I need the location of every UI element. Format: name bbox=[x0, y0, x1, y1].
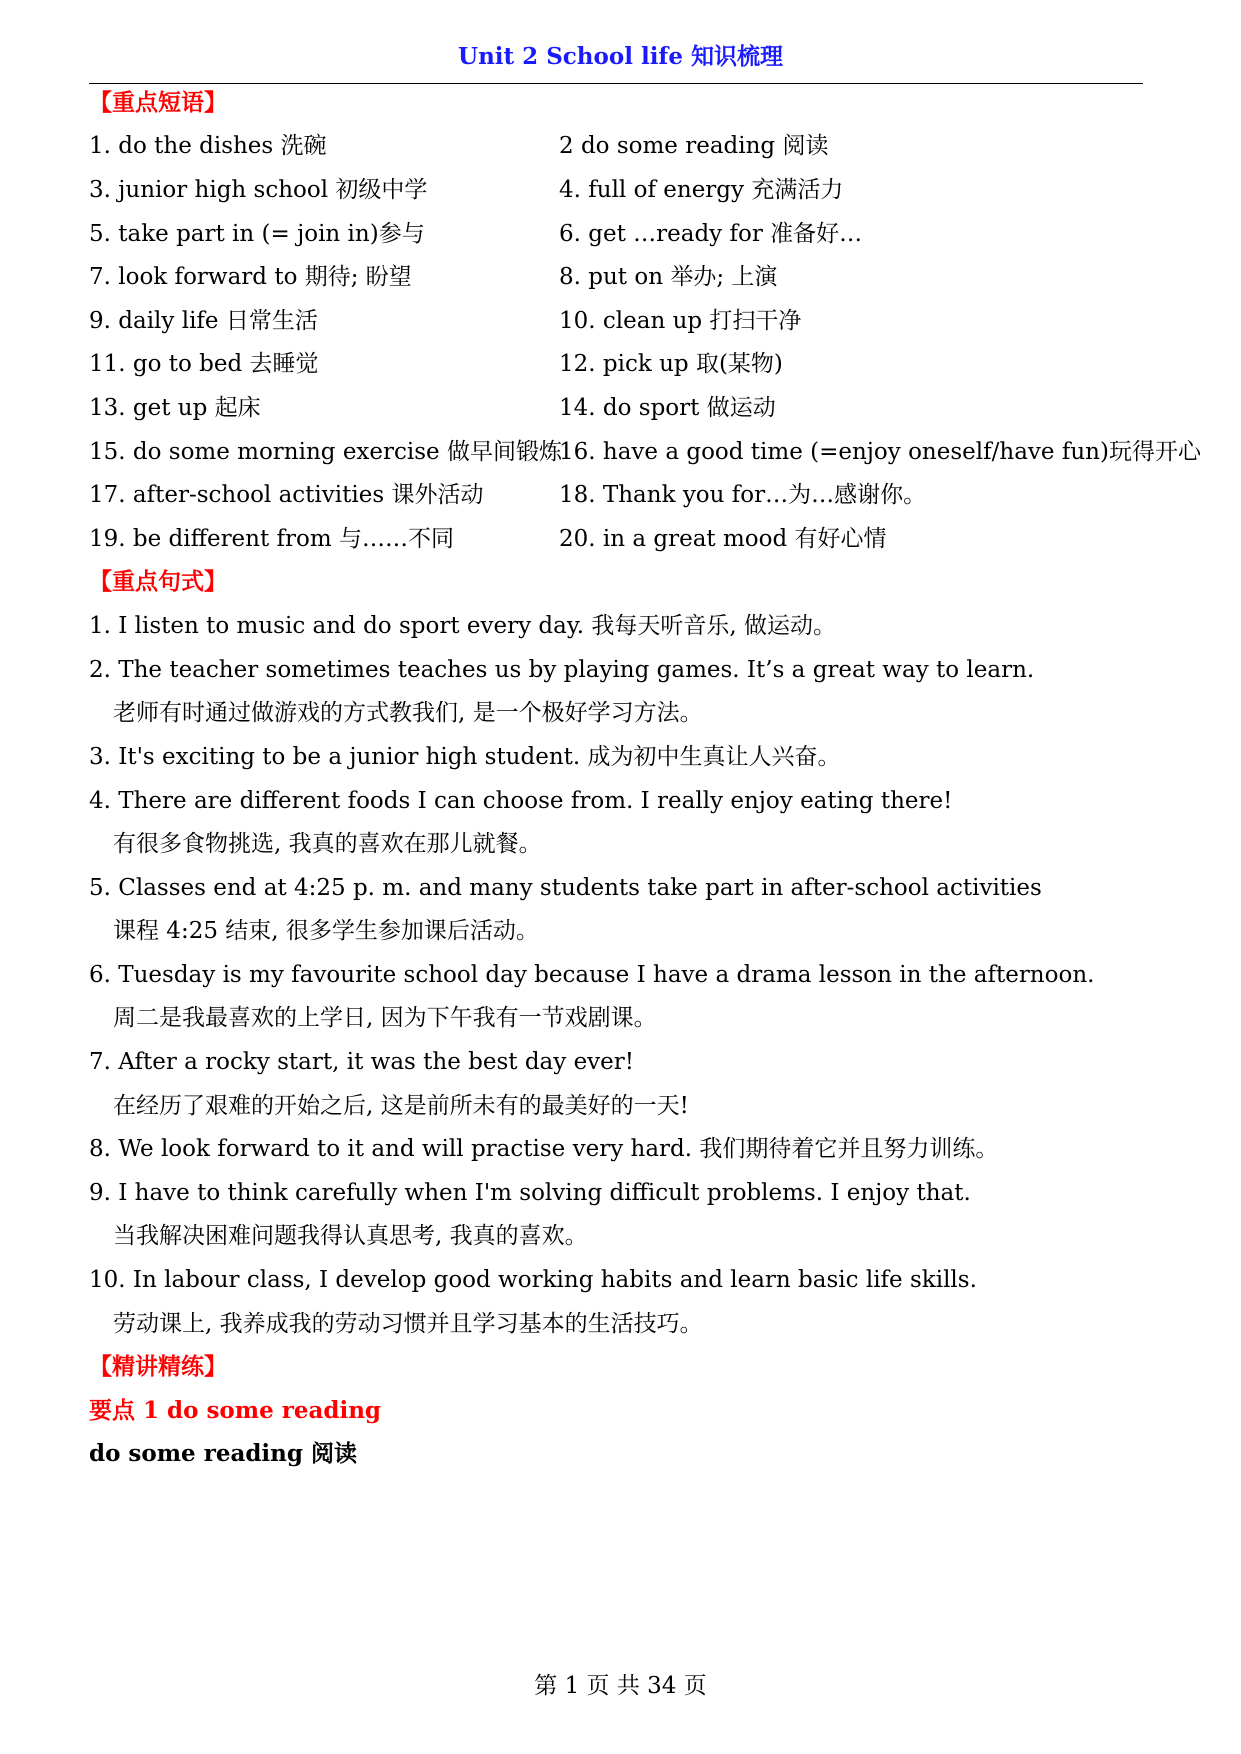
practice-section-title: 【精讲精练】 bbox=[89, 1353, 227, 1380]
sentence-en: 4. There are different foods I can choose from. I really enjoy eating there! bbox=[89, 788, 953, 814]
sentence-zh: 劳动课上, 我养成我的劳动习惯并且学习基本的生活技巧。 bbox=[113, 1311, 703, 1337]
sentence-en: 1. I listen to music and do sport every day. 我每天听音乐, 做运动。 bbox=[89, 613, 837, 639]
page-number-footer: 第 1 页 共 34 页 bbox=[534, 1673, 707, 1699]
sentence-en: 3. It's exciting to be a junior high student. 成为初中生真让人兴奋。 bbox=[89, 744, 841, 770]
phrase-item: 20. in a great mood 有好心情 bbox=[559, 526, 887, 552]
sentence-zh: 课程 4:25 结束, 很多学生参加课后活动。 bbox=[113, 918, 539, 944]
key-point-title: 要点 1 do some reading bbox=[89, 1397, 381, 1424]
phrases-section-title: 【重点短语】 bbox=[89, 89, 227, 116]
page-header-title: Unit 2 School life 知识梳理 bbox=[458, 43, 783, 70]
sentence-en: 10. In labour class, I develop good working habits and learn basic life skills. bbox=[89, 1267, 977, 1293]
phrase-item: 10. clean up 打扫干净 bbox=[559, 308, 802, 334]
phrase-item: 4. full of energy 充满活力 bbox=[559, 177, 844, 203]
phrase-item: 11. go to bed 去睡觉 bbox=[89, 351, 319, 377]
phrase-item: 14. do sport 做运动 bbox=[559, 395, 776, 421]
phrase-item: 7. look forward to 期待; 盼望 bbox=[89, 264, 412, 290]
phrase-item: 16. have a good time (=enjoy oneself/have fun)玩得开心 bbox=[559, 439, 1201, 465]
phrase-item: 5. take part in (= join in)参与 bbox=[89, 221, 425, 247]
sentence-zh: 老师有时通过做游戏的方式教我们, 是一个极好学习方法。 bbox=[113, 700, 703, 726]
key-point-line: do some reading 阅读 bbox=[89, 1440, 357, 1467]
phrase-item: 3. junior high school 初级中学 bbox=[89, 177, 428, 203]
header-divider bbox=[89, 83, 1143, 84]
phrase-item: 1. do the dishes 洗碗 bbox=[89, 133, 327, 159]
phrase-item: 13. get up 起床 bbox=[89, 395, 261, 421]
sentence-zh: 在经历了艰难的开始之后, 这是前所未有的最美好的一天! bbox=[113, 1093, 689, 1119]
sentence-en: 9. I have to think carefully when I'm solving difficult problems. I enjoy that. bbox=[89, 1180, 971, 1206]
sentence-en: 2. The teacher sometimes teaches us by playing games. It’s a great way to learn. bbox=[89, 657, 1035, 683]
sentence-zh: 有很多食物挑选, 我真的喜欢在那儿就餐。 bbox=[113, 831, 542, 857]
sentence-zh: 当我解决困难问题我得认真思考, 我真的喜欢。 bbox=[113, 1223, 588, 1249]
phrase-item: 9. daily life 日常生活 bbox=[89, 308, 318, 334]
phrase-item: 17. after-school activities 课外活动 bbox=[89, 482, 484, 508]
phrase-item: 8. put on 举办; 上演 bbox=[559, 264, 778, 290]
phrase-item: 15. do some morning exercise 做早间锻炼 bbox=[89, 439, 562, 465]
phrase-item: 6. get …ready for 准备好… bbox=[559, 221, 863, 247]
phrase-item: 18. Thank you for…为…感谢你。 bbox=[559, 482, 927, 508]
sentence-en: 5. Classes end at 4:25 p. m. and many students take part in after-school activities bbox=[89, 875, 1042, 901]
sentence-en: 8. We look forward to it and will practise very hard. 我们期待着它并且努力训练。 bbox=[89, 1136, 999, 1162]
phrase-item: 12. pick up 取(某物) bbox=[559, 351, 783, 377]
sentence-en: 7. After a rocky start, it was the best day ever! bbox=[89, 1049, 635, 1075]
phrase-item: 2 do some reading 阅读 bbox=[559, 133, 829, 159]
sentence-zh: 周二是我最喜欢的上学日, 因为下午我有一节戏剧课。 bbox=[113, 1005, 657, 1031]
sentence-en: 6. Tuesday is my favourite school day because I have a drama lesson in the afternoon. bbox=[89, 962, 1095, 988]
sentences-section-title: 【重点句式】 bbox=[89, 568, 227, 595]
phrase-item: 19. be different from 与……不同 bbox=[89, 526, 455, 552]
